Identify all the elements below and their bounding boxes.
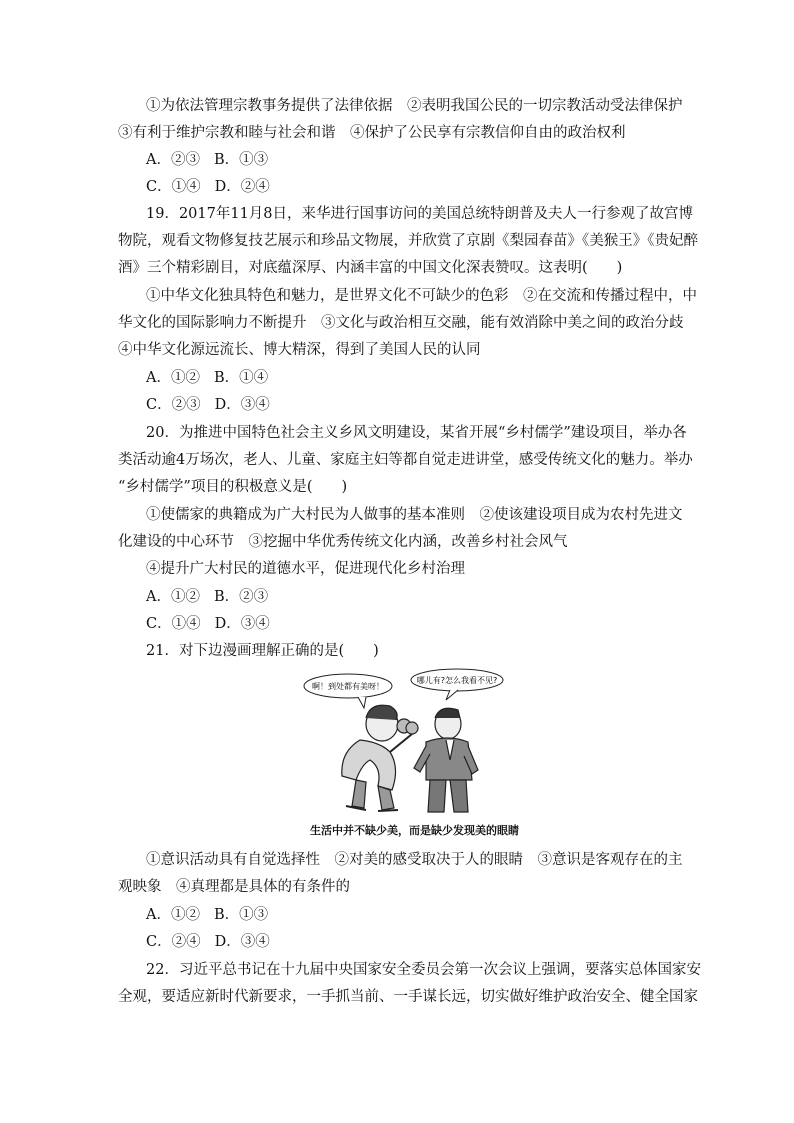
q20-option-d: D．③④	[214, 616, 270, 632]
q19-option-d: D．③④	[214, 397, 270, 413]
cartoon-illustration	[300, 668, 510, 818]
q21-option-d: D．③④	[214, 934, 270, 950]
q20-stem-line3: “乡村儒学”项目的积极意义是( )	[118, 479, 348, 495]
q21-options-row1	[146, 905, 268, 925]
q19-option-b: B．①④	[213, 370, 269, 386]
crouching-man	[342, 705, 418, 811]
right-bubble-text: 哪儿有?怎么我看不见?	[416, 676, 498, 685]
q20-item-line2: 化建设的中心环节 ③挖掘中华优秀传统文化内涵，改善乡村社会风气	[118, 534, 568, 550]
q19-item-line3: ④中华文化源远流长、博大精深，得到了美国人民的认同	[118, 342, 481, 358]
q21-item-line2: 观映象 ④真理都是具体的有条件的	[118, 879, 350, 895]
q20-options-row1	[146, 587, 268, 607]
standing-man	[414, 708, 478, 812]
q18-options-row1	[146, 150, 268, 170]
q20-item-line1: ①使儒家的典籍成为广大村民为人做事的基本准则 ②使该建设项目成为农村先进文	[146, 507, 683, 523]
q19-option-c: C．②③	[146, 397, 201, 413]
q20-option-b: B．②③	[213, 589, 269, 605]
q20-stem-line1: 20．为推进中国特色社会主义乡风文明建设，某省开展“乡村儒学”建设项目，举办各	[146, 425, 687, 441]
q22-stem-line2: 全观，要适应新时代新要求，一手抓当前、一手谋长远，切实做好维护政治安全、健全国家	[118, 989, 698, 1005]
q19-stem-line2: 物院，观看文物修复技艺展示和珍品文物展，并欣赏了京剧《梨园春苗》《美猴王》《贵妃醉	[118, 233, 698, 249]
q19-item-line2: 华文化的国际影响力不断提升 ③文化与政治相互交融，能有效消除中美之间的政治分歧	[118, 315, 684, 331]
q21-option-b: B．①③	[213, 907, 269, 923]
q19-options-row1	[146, 368, 268, 388]
q18-option-c: C．①④	[146, 179, 201, 195]
cartoon-figure	[300, 668, 510, 818]
q20-item-line3: ④提升广大村民的道德水平，促进现代化乡村治理	[146, 561, 465, 577]
q20-options-row2	[146, 614, 270, 634]
q19-item-line1: ①中华文化独具特色和魅力，是世界文化不可缺少的色彩 ②在交流和传播过程中，中	[146, 288, 697, 304]
q21-option-a: A．①②	[146, 907, 200, 923]
q21-item-line1: ①意识活动具有自觉选择性 ②对美的感受取决于人的眼睛 ③意识是客观存在的主	[146, 852, 683, 868]
left-bubble-text: 啊！到处都有美呀！	[312, 682, 384, 691]
q19-stem-line1: 19．2017年11月8日，来华进行国事访问的美国总统特朗普及夫人一行参观了故宫博	[146, 206, 694, 222]
q18-item-line1: ①为依法管理宗教事务提供了法律依据 ②表明我国公民的一切宗教活动受法律保护	[146, 98, 683, 114]
q21-stem: 21．对下边漫画理解正确的是( )	[146, 643, 379, 659]
q18-option-a: A．②③	[146, 152, 200, 168]
q19-option-a: A．①②	[146, 370, 200, 386]
q21-options-row2	[146, 932, 270, 952]
q18-option-b: B．①③	[213, 152, 269, 168]
q19-stem-line3: 酒》三个精彩剧目，对底蕴深厚、内涵丰富的中国文化深表赞叹。这表明( )	[118, 260, 623, 276]
q18-options-row2	[146, 177, 270, 197]
q22-stem-line1: 22．习近平总书记在十九届中央国家安全委员会第一次会议上强调，要落实总体国家安	[146, 962, 701, 978]
q18-item-line2: ③有利于维护宗教和睦与社会和谐 ④保护了公民享有宗教信仰自由的政治权利	[118, 125, 626, 141]
q20-stem-line2: 类活动逾4万场次，老人、儿童、家庭主妇等都自觉走进讲堂，感受传统文化的魅力。举办	[118, 452, 693, 468]
q18-option-d: D．②④	[214, 179, 270, 195]
q20-option-a: A．①②	[146, 589, 200, 605]
q19-options-row2	[146, 395, 270, 415]
q20-option-c: C．①④	[146, 616, 201, 632]
q21-option-c: C．②④	[146, 934, 201, 950]
cartoon-caption: 生活中并不缺少美，而是缺少发现美的眼睛	[310, 824, 519, 837]
